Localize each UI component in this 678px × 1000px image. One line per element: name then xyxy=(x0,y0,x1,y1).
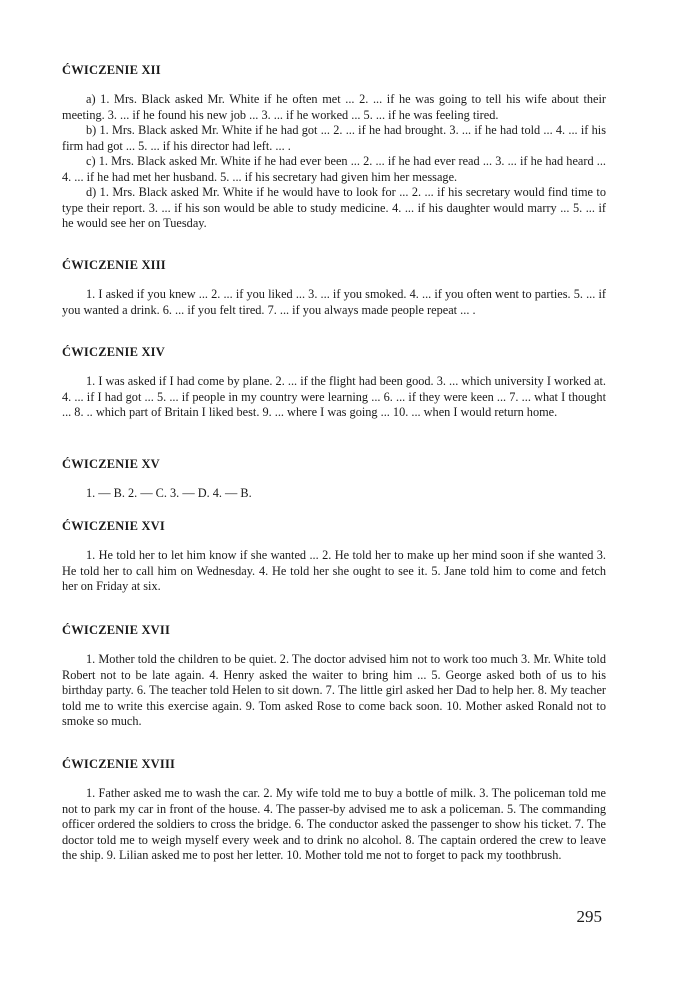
section-heading: ĆWICZENIE XVIII xyxy=(62,757,176,771)
paragraph: 1. — B. 2. — C. 3. — D. 4. — B. xyxy=(86,486,252,500)
paragraph: 1. I asked if you knew ... 2. ... if you liked ... 3. ... if you smoked. 4. ... if you often went to parties. 5. ... if you wanted a drink. 6. ... if you felt tired. 7. ... if you always made people repeat ... . xyxy=(62,287,606,317)
paragraph: 1. I was asked if I had come by plane. 2. ... if the flight had been good. 3. ... which university I worked at. 4. ... if I had got ... 5. ... if people in my country were learning ... 6. ... if they were keen ... 7. ... what I thought ... 8. .. which part of Britain I liked best. 9. ... where I was going ... 10. ... when I would return home. xyxy=(62,374,606,419)
section-exercise-18 xyxy=(62,756,606,864)
paragraph: c) 1. Mrs. Black asked Mr. White if he had ever been ... 2. ... if he had ever read ... 3. ... if he had heard ... 4. ... if he had met her husband. 5. ... if his secretary had given him her message. xyxy=(62,154,606,184)
paragraph: 1. He told her to let him know if she wanted ... 2. He told her to make up her mind soon if she wanted 3. He told her to call him on Wednesday. 4. He told her she ought to see it. 5. Jane told him to come and fetch her on Friday at six. xyxy=(62,548,606,593)
section-exercise-12 xyxy=(62,62,606,232)
section-heading: ĆWICZENIE XV xyxy=(62,457,160,471)
section-exercise-17 xyxy=(62,622,606,730)
section-heading: ĆWICZENIE XIII xyxy=(62,258,166,272)
section-heading: ĆWICZENIE XII xyxy=(62,63,161,77)
section-exercise-15 xyxy=(62,456,606,502)
section-heading: ĆWICZENIE XVII xyxy=(62,623,171,637)
paragraph: 1. Father asked me to wash the car. 2. My wife told me to buy a bottle of milk. 3. The policeman told me not to park my car in front of the house. 4. The passer-by advised me to ask a policeman. 5. The commanding officer ordered the soldiers to cross the bridge. 6. The conductor asked the passenger to show his ticket. 7. The doctor told me to weigh myself every week and to drink no alcohol. 8. The captain ordered the crew to leave the ship. 9. Lilian asked me to post her letter. 10. Mother told me not to forget to pack my toothbrush. xyxy=(62,786,606,862)
section-heading: ĆWICZENIE XIV xyxy=(62,345,165,359)
paragraph: a) 1. Mrs. Black asked Mr. White if he often met ... 2. ... if he was going to tell his wife about their meeting. 3. ... if he found his new job ... 3. ... if he worked ... 5. ... if he was feeling tired. xyxy=(62,92,606,122)
paragraph: 1. Mother told the children to be quiet. 2. The doctor advised him not to work too much 3. Mr. White told Robert not to be late again. 4. Henry asked the waiter to bring him ... 5. George asked both of us to his birthday party. 6. The teacher told Helen to sit down. 7. The little girl asked her Dad to help her. 8. My teacher told me to write this exercise again. 9. Tom asked Rose to come back soon. 10. Mother asked Ronald not to smoke so much. xyxy=(62,652,606,728)
section-exercise-13 xyxy=(62,257,606,318)
section-heading: ĆWICZENIE XVI xyxy=(62,519,165,533)
section-exercise-14 xyxy=(62,344,606,421)
section-exercise-16 xyxy=(62,518,606,595)
page-number: 295 xyxy=(576,907,602,926)
paragraph: d) 1. Mrs. Black asked Mr. White if he would have to look for ... 2. ... if his secretary would find time to type their report. 3. ... if his son would be able to study medicine. 4. ... if his daughter would marry ... 5. ... if he would see her on Tuesday. xyxy=(62,185,606,230)
paragraph: b) 1. Mrs. Black asked Mr. White if he had got ... 2. ... if he had brought. 3. ... if he had told ... 4. ... if his firm had got ... 5. ... if his director had left. ... . xyxy=(62,123,606,153)
